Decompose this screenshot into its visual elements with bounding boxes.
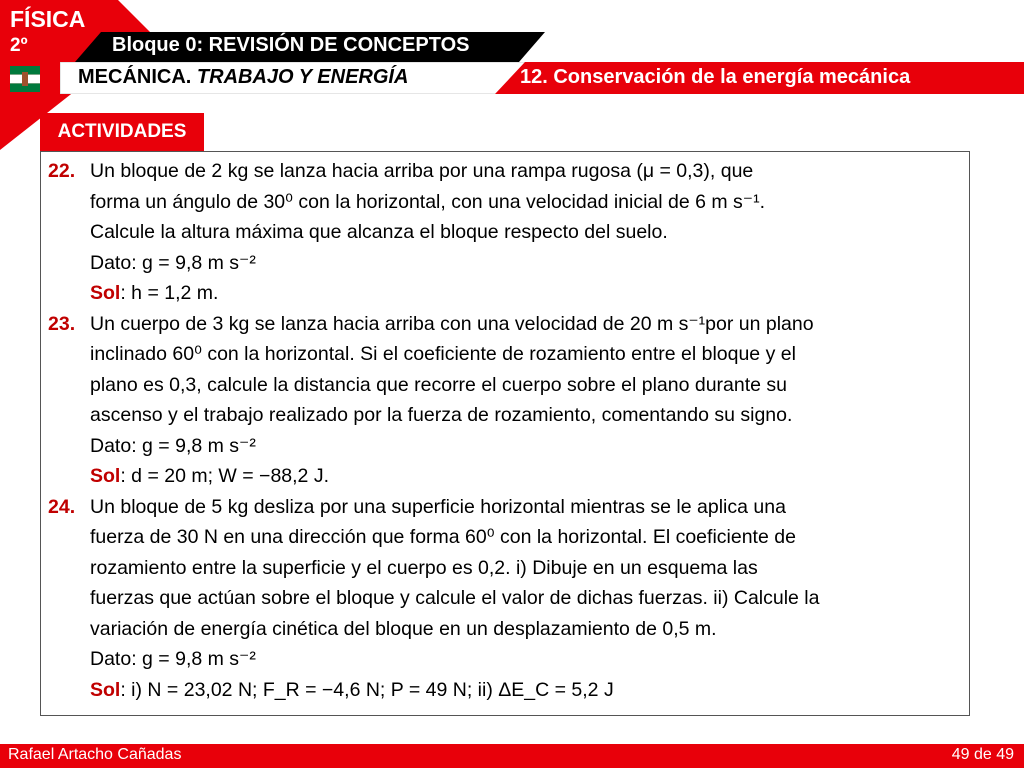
problem-22 <box>48 156 968 309</box>
solution-label: Sol <box>90 282 121 304</box>
activities-label: ACTIVIDADES <box>40 113 204 151</box>
problem-number: 22. <box>48 160 76 182</box>
problem-solution <box>90 461 968 492</box>
author-name: Rafael Artacho Cañadas <box>8 746 182 763</box>
footer-bar <box>0 744 1024 768</box>
problem-23 <box>48 309 968 492</box>
topic-title <box>78 66 408 89</box>
topic-italic: TRABAJO Y ENERGÍA <box>196 66 409 88</box>
problem-line: fuerzas que actúan sobre el bloque y calcule el valor de dichas fuerzas. ii) Calcule la <box>90 587 820 609</box>
problem-line: plano es 0,3, calcule la distancia que recorre el cuerpo sobre el plano durante su <box>90 373 788 396</box>
solution-text: : i) N = 23,02 N; F_R = −4,6 N; P = 49 N; ii) ΔE_C = 5,2 J <box>120 678 614 701</box>
problem-line: Un cuerpo de 3 kg se lanza hacia arriba con una velocidad de 20 m s⁻¹por un plano <box>90 312 814 335</box>
problem-data: Dato: g = 9,8 m s⁻² <box>90 648 256 670</box>
exercise-list <box>48 156 968 705</box>
block-title: Bloque 0: REVISIÓN DE CONCEPTOS <box>112 34 470 56</box>
problem-line: fuerza de 30 N en una dirección que forma 60⁰ con la horizontal. El coeficiente de <box>90 526 796 548</box>
problem-line: rozamiento entre la superficie y el cuerpo es 0,2. i) Dibuje en un esquema las <box>90 556 758 579</box>
problem-number: 23. <box>48 312 76 335</box>
solution-label: Sol <box>90 465 121 487</box>
problem-line: forma un ángulo de 30⁰ con la horizontal, con una velocidad inicial de 6 m s⁻¹. <box>90 190 766 213</box>
problem-line: variación de energía cinética del bloque en un desplazamiento de 0,5 m. <box>90 617 717 640</box>
problem-line: inclinado 60⁰ con la horizontal. Si el coeficiente de rozamiento entre el bloque y el <box>90 343 796 365</box>
problem-line: Un bloque de 2 kg se lanza hacia arriba por una rampa rugosa (μ = 0,3), que <box>90 160 754 182</box>
problem-line: ascenso y el trabajo realizado por la fuerza de rozamiento, comentando su signo. <box>90 404 793 426</box>
problem-number: 24. <box>48 495 76 518</box>
solution-text: : h = 1,2 m. <box>120 282 219 304</box>
section-title: 12. Conservación de la energía mecánica <box>520 66 911 88</box>
subject-label: FÍSICA <box>10 6 86 32</box>
level-label: 2º <box>10 35 28 56</box>
problem-line: Un bloque de 5 kg desliza por una superficie horizontal mientras se le aplica una <box>90 495 786 518</box>
andalusia-flag-icon <box>10 66 40 92</box>
solution-label: Sol <box>90 678 121 701</box>
problem-solution <box>90 278 968 309</box>
problem-data: Dato: g = 9,8 m s⁻² <box>90 251 256 274</box>
topic-bold: MECÁNICA. <box>78 66 192 88</box>
problem-24 <box>48 492 968 706</box>
problem-line: Calcule la altura máxima que alcanza el bloque respecto del suelo. <box>90 221 668 243</box>
problem-data: Dato: g = 9,8 m s⁻² <box>90 434 256 457</box>
page-number: 49 de 49 <box>951 746 1014 763</box>
problem-solution <box>90 675 968 706</box>
solution-text: : d = 20 m; W = −88,2 J. <box>120 465 329 487</box>
